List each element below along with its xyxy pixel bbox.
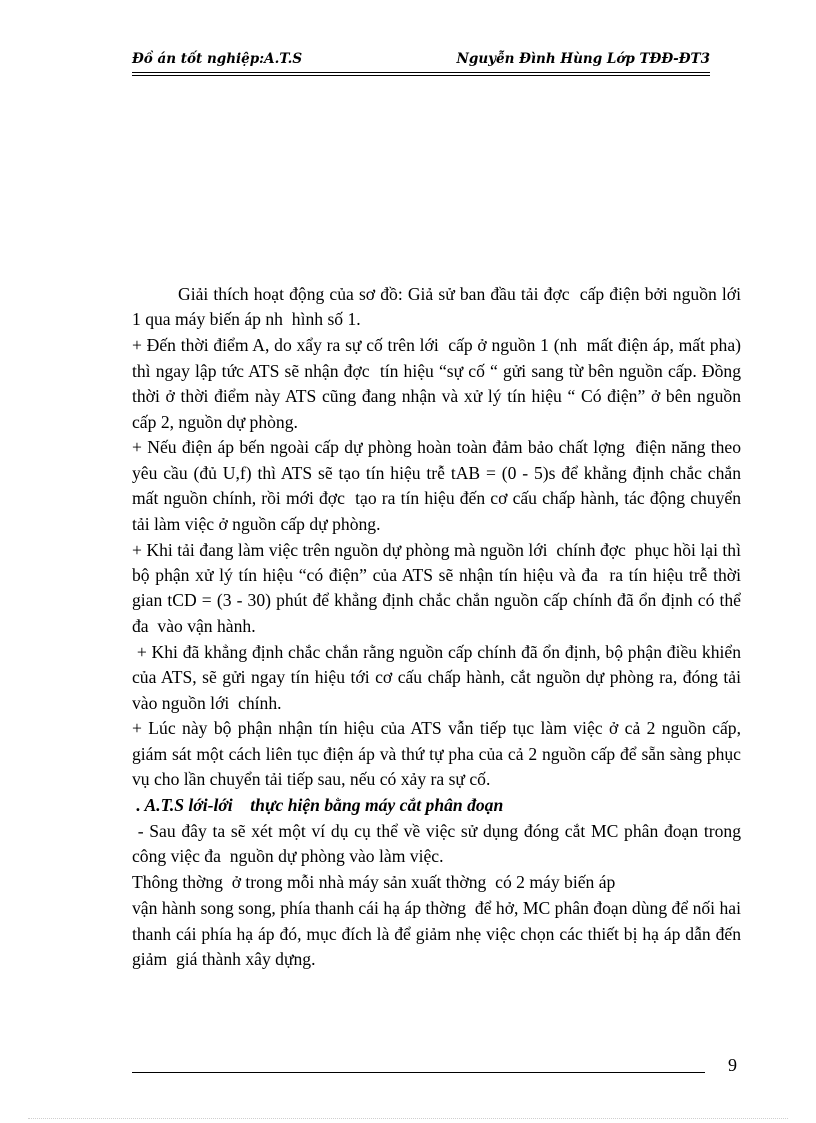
paragraph-transformers: Thông thờng ở trong mỗi nhà máy sản xuất thờng có 2 máy biến áp bbox=[132, 872, 616, 893]
paragraph-monitoring: + Lúc này bộ phận nhận tín hiệu của ATS vẫn tiếp tục làm việc ở cả 2 nguồn cấp, giám sát một cách liên tục điện áp và thứ tự pha của cả 2 nguồn cấp để sẵn sàng phục vụ cho lần chuyển tải tiếp sau, nếu có xảy ra sự cố. bbox=[132, 718, 746, 790]
paragraph-parallel-operation: vận hành song song, phía thanh cái hạ áp thờng để hở, MC phân đoạn dùng để nối hai thanh cái phía hạ áp đó, mục đích là để giảm nhẹ việc chọn các thiết bị hạ áp dẫn đến giảm giá thành xây dựng. bbox=[132, 898, 746, 970]
paragraph-backup-voltage: + Nếu điện áp bến ngoài cấp dự phòng hoàn toàn đảm bảo chất lợng điện năng theo yêu cầu (đủ U,f) thì ATS sẽ tạo tín hiệu trễ tAB = (0 - 5)s để khẳng định chắc chắn mất nguồn chính, rồi mới đợc tạo ra tín hiệu đến cơ cấu chấp hành, tác động chuyển tải làm việc ở nguồn cấp dự phòng. bbox=[132, 437, 746, 534]
header-author: Nguyễn Đình Hùng Lớp TĐĐ-ĐT3 bbox=[456, 51, 710, 67]
paragraph-fault-at-a: + Đến thời điểm A, do xẩy ra sự cố trên lới cấp ở nguồn 1 (nh mất điện áp, mất pha) thì ngay lập tức ATS sẽ nhận đợc tín hiệu “sự cố “ gửi sang từ bên nguồn cấp. Đồng thời ở thời điểm này ATS cũng đang nhận và xử lý tín hiệu “ Có điện” ở bên nguồn cấp 2, nguồn dự phòng. bbox=[132, 335, 746, 432]
header-thesis-title: Đồ án tốt nghiệp:A.T.S bbox=[132, 51, 303, 67]
paragraph-switch-back: + Khi đã khẳng định chắc chắn rằng nguồn cấp chính đã ổn định, bộ phận điều khiển của ATS, sẽ gửi ngay tín hiệu tới cơ cấu chấp hành, cắt nguồn dự phòng ra, đóng tải vào nguồn lới chính. bbox=[132, 641, 746, 713]
footer-rule bbox=[132, 1072, 705, 1073]
page-number: 9 bbox=[728, 1055, 737, 1075]
paragraph-main-restored: + Khi tải đang làm việc trên nguồn dự phòng mà nguồn lới chính đợc phục hồi lại thì bộ phận xử lý tín hiệu “có điện” của ATS sẽ nhận tín hiệu và đa ra tín hiệu trễ thời gian tCD = (3 - 30) phút để khẳng định chắc chắn nguồn cấp chính đã ổn định có thể đa vào vận hành. bbox=[132, 539, 746, 636]
page-body bbox=[132, 282, 750, 973]
header-rule bbox=[132, 72, 710, 73]
section-heading: . A.T.S lới-lới thực hiện bằng máy cắt phân đoạn bbox=[132, 795, 504, 816]
paragraph-explanation: Giải thích hoạt động của sơ đồ: Giả sử ban đầu tải đợc cấp điện bởi nguồn lới 1 qua máy biến áp nh hình số 1. bbox=[132, 284, 750, 330]
page-header bbox=[132, 47, 710, 73]
page-bottom-border bbox=[28, 1118, 788, 1119]
paragraph-example: - Sau đây ta sẽ xét một ví dụ cụ thể về việc sử dụng đóng cắt MC phân đoạn trong công việc đa nguồn dự phòng vào làm việc. bbox=[132, 821, 746, 867]
header-rule-thin bbox=[132, 75, 710, 76]
